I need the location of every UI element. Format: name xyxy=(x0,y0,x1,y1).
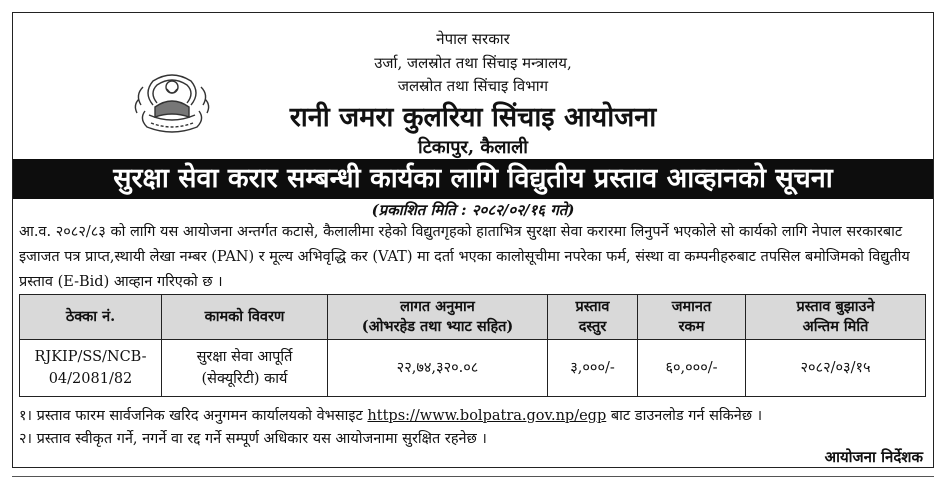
notice-body-text: आ.व. २०८२/८३ को लागि यस आयोजना अन्तर्गत कटासे, कैलालीमा रहेको विद्युतगृहको हाताभित्र सुरक्षा सेवा करारमा लिनुपर्ने भएकोले सो कार्यको लागि नेपाल सरकारबाट इजाजत पत्र प्राप्त,स्थायी लेखा नम्बर (PAN) र मूल्य अभिवृद्धि कर (VAT) मा दर्ता भएका कालोसूचीमा नपरेका फर्म, संस्था वा कम्पनीहरुबाट तपसिल बमोजिमको विद्युतीय प्रस्ताव (E-Bid) आव्हान गरिएको छ । xyxy=(19,224,910,290)
note-rights: २। प्रस्ताव स्वीकृत गर्ने, नगर्ने वा रद्द गर्ने सम्पूर्ण अधिकार यस आयोजनामा सुरक्षित रहनेछ । xyxy=(19,431,487,447)
cell-contract-no: RJKIP/SS/NCB- 04/2081/82 xyxy=(20,340,162,397)
cell-submission-deadline: २०८२/०३/१५ xyxy=(746,340,926,397)
header-bid-fee: प्रस्ताव दस्तुर xyxy=(548,295,638,340)
table-header-row xyxy=(20,295,926,340)
notice-container xyxy=(12,12,934,468)
header-bid-security: जमानत रकम xyxy=(638,295,746,340)
header-description: कामको विवरण xyxy=(162,295,328,340)
bolpatra-link[interactable]: https://www.bolpatra.gov.np/egp xyxy=(367,408,607,424)
notice-title-banner: सुरक्षा सेवा करार सम्बन्धी कार्यका लागि विद्युतीय प्रस्ताव आव्हानको सूचना xyxy=(13,159,933,199)
header-contract-no: ठेक्का नं. xyxy=(20,295,162,340)
header-location: टिकापुर, कैलाली xyxy=(418,137,528,158)
note-download-text-end: बाट डाउनलोड गर्न सकिनेछ । xyxy=(606,408,763,424)
header-cost-estimate: लागत अनुमान (ओभरहेड तथा भ्याट सहित) xyxy=(328,295,548,340)
header-department: जलस्रोत तथा सिंचाइ विभाग xyxy=(397,77,549,95)
cell-cost-estimate: २२,७४,३२०.०८ xyxy=(328,340,548,397)
signature-project-director: आयोजना निर्देशक xyxy=(824,448,923,466)
cell-description: सुरक्षा सेवा आपूर्ति (सेक्यूरिटी) कार्य xyxy=(162,340,328,397)
page-divider xyxy=(12,476,934,477)
header-ministry: उर्जा, जलस्रोत तथा सिंचाइ मन्त्रालय, xyxy=(374,54,572,72)
cell-bid-fee: ३,०००/- xyxy=(548,340,638,397)
header-submission-deadline: प्रस्ताव बुझाउने अन्तिम मिति xyxy=(746,295,926,340)
header-government: नेपाल सरकार xyxy=(436,30,510,48)
header-project-name: रानी जमरा कुलरिया सिंचाइ आयोजना xyxy=(289,102,657,133)
cell-bid-security: ६०,०००/- xyxy=(638,340,746,397)
note-download xyxy=(19,405,762,425)
published-date: (प्रकाशित मिति : २०८२/०२/१६ गते) xyxy=(371,201,575,219)
bid-table xyxy=(19,294,926,397)
note-download-text: १। प्रस्ताव फारम सार्वजनिक खरिद अनुगमन कार्यालयको वेभसाइट xyxy=(19,408,368,424)
table-row xyxy=(20,340,926,397)
